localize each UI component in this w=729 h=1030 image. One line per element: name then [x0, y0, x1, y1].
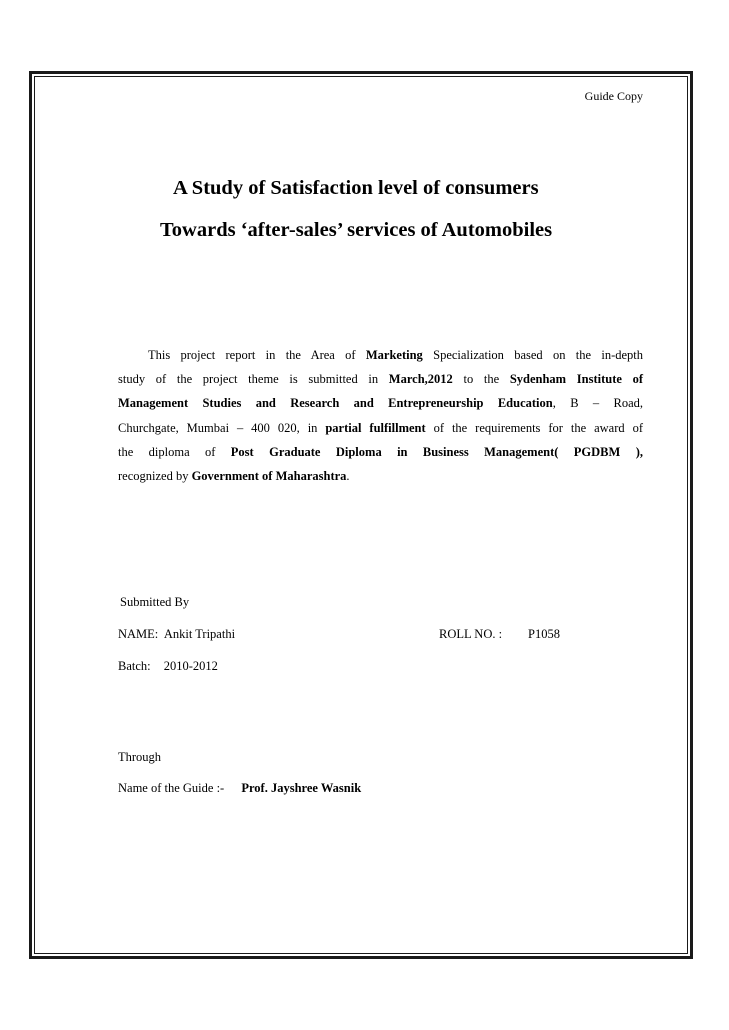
submitted-by-heading: Submitted By — [120, 595, 190, 609]
abstract-line-2: study of the project theme is submitted in March,2012 to the Sydenham Institute of — [118, 372, 644, 387]
page-border-inner — [34, 76, 688, 954]
name-label: NAME: — [118, 627, 159, 641]
batch-label: Batch: — [118, 659, 151, 673]
name-value: Ankit Tripathi — [163, 627, 236, 641]
abstract-paragraph — [118, 343, 643, 488]
abstract-line-1: This project report in the Area of Marketing Specialization based on the in-depth — [148, 348, 643, 362]
student-name-row — [118, 627, 235, 642]
batch-value: 2010-2012 — [163, 659, 218, 673]
batch-row — [118, 659, 218, 674]
abstract-line-4: Churchgate, Mumbai – 400 020, in partial fulfillment of the requirements for the award of — [118, 420, 643, 435]
guide-copy-label: Guide Copy — [584, 89, 643, 103]
guide-label: Name of the Guide :- — [118, 781, 225, 795]
title-line-1: A Study of Satisfaction level of consumers — [173, 177, 539, 199]
title-line-2: Towards ‘after-sales’ services of Automobiles — [160, 219, 553, 241]
guide-name: Prof. Jayshree Wasnik — [241, 781, 362, 795]
roll-number-label: ROLL NO. : — [439, 627, 503, 641]
guide-row — [118, 781, 361, 796]
abstract-line-6: recognized by Government of Maharashtra. — [118, 468, 350, 483]
abstract-line-5: the diploma of Post Graduate Diploma in Business Management( PGDBM ), — [118, 444, 643, 459]
abstract-line-3: Management Studies and Research and Entrepreneurship Education, B – Road, — [118, 396, 643, 411]
roll-number-value: P1058 — [528, 627, 560, 641]
through-heading: Through — [118, 750, 162, 764]
